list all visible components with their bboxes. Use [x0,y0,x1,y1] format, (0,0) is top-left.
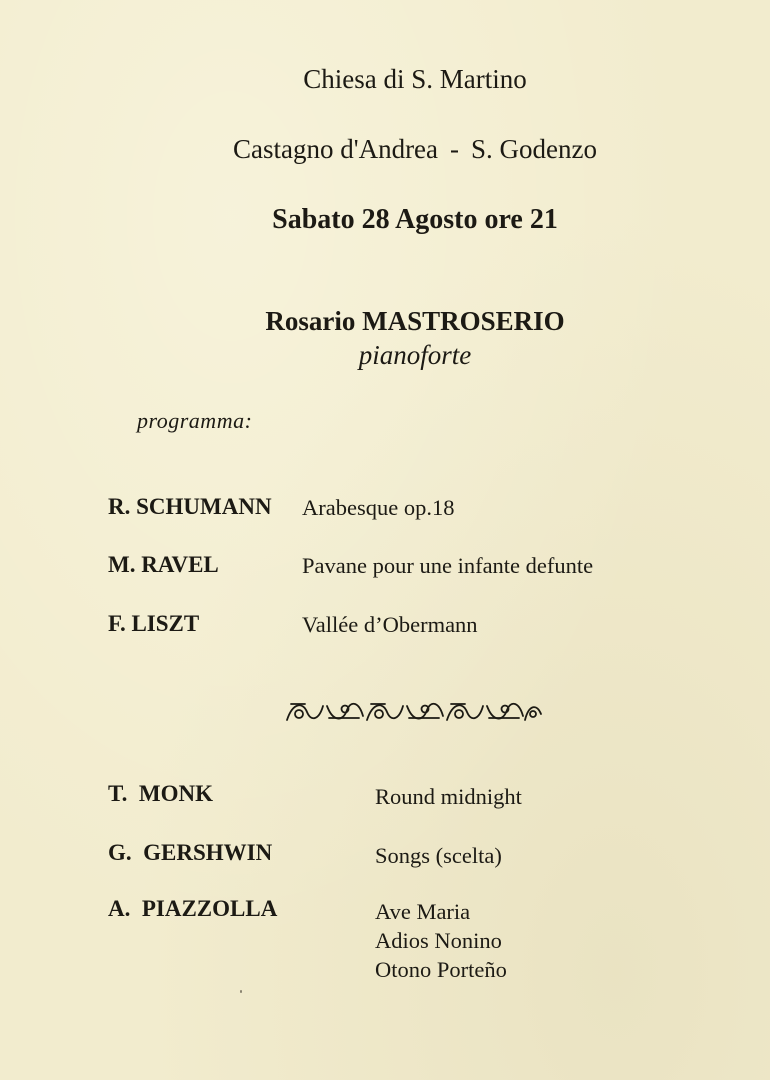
decorative-knot-border-icon [285,694,545,728]
composer-liszt: F. LISZT [108,611,200,636]
ornament-segment [287,704,323,720]
ornament-segment [525,707,541,720]
location-town: Castagno d'Andrea [232,134,439,164]
work-liszt: Vallée d’Obermann [302,612,478,637]
program-label: programma: [137,408,253,433]
work-ravel: Pavane pour une infante defunte [302,553,594,578]
composer-schumann: R. SCHUMANN [108,494,272,519]
composer-gershwin: G. GERSHWIN [108,840,273,865]
venue-title: Chiesa di S. Martino [303,64,527,94]
concert-date: Sabato 28 Agosto ore 21 [272,204,558,235]
ornament-segment [487,704,523,719]
composer-ravel: M. RAVEL [108,552,219,577]
composer-piazzolla: A. PIAZZOLLA [108,896,278,921]
work-piazzolla-1: Ave Maria [375,899,471,924]
composer-monk: T. MONK [108,781,213,806]
work-piazzolla-2: Adios Nonino [375,928,502,953]
venue-location [30,134,770,165]
work-gershwin: Songs (scelta) [375,843,502,868]
ornament-segment [407,704,443,719]
performer-name: Rosario MASTROSERIO [265,306,565,336]
work-piazzolla-3: Otono Porteño [375,957,507,982]
location-separator: - [450,134,460,164]
ornament-segment [367,704,403,720]
performer-instrument: pianoforte [358,340,472,370]
work-schumann: Arabesque op.18 [302,495,455,520]
ornament-segment [447,704,483,720]
work-monk: Round midnight [375,784,522,809]
paper-speck [240,990,242,993]
ornament-segment [327,704,363,719]
location-municipality: S. Godenzo [471,134,598,164]
